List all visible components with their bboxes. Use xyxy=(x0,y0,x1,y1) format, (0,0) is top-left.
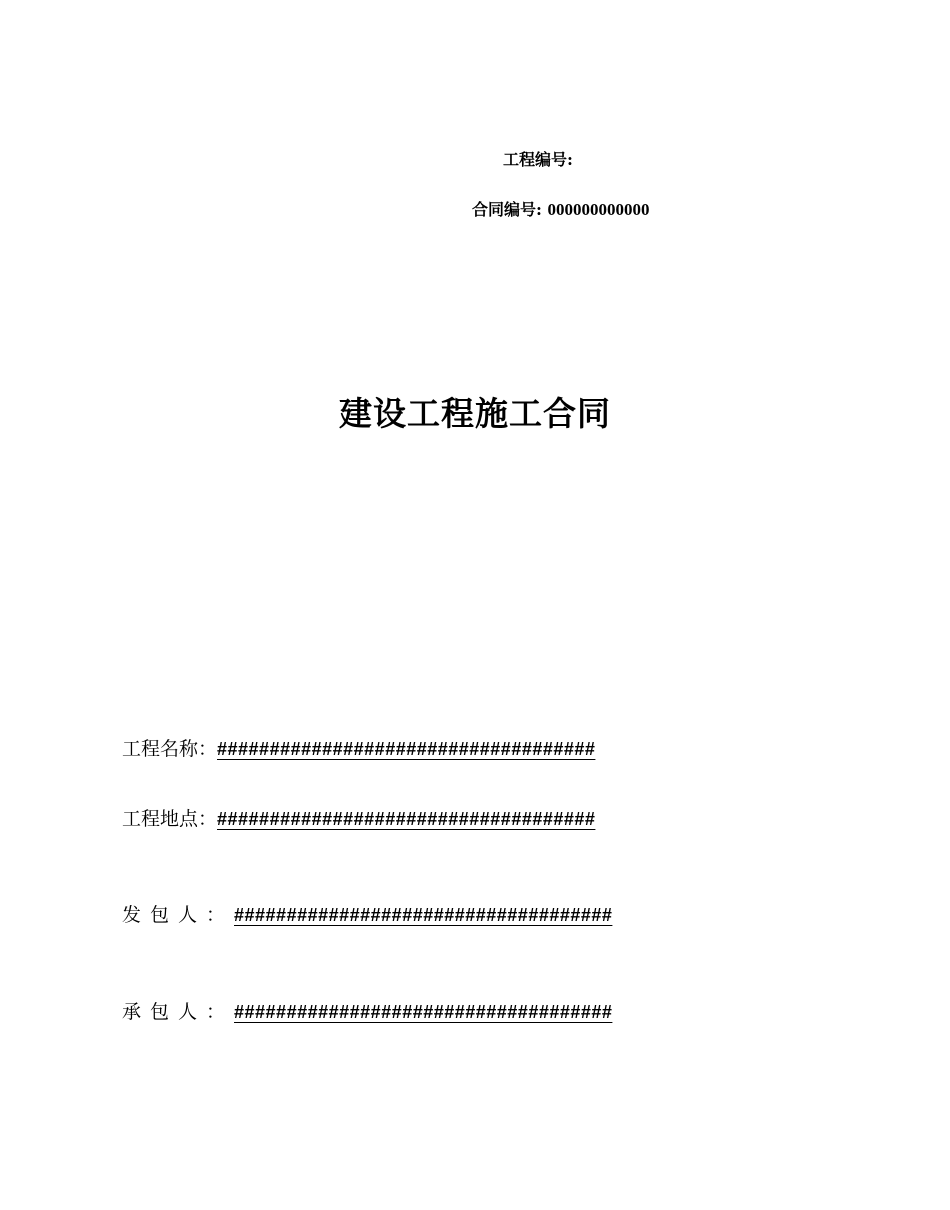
contract-number-line xyxy=(472,197,650,220)
contract-number-value: 000000000000 xyxy=(547,200,650,219)
contractor-value: #################################### xyxy=(234,1002,613,1022)
contract-number-label: 合同编号: xyxy=(472,200,542,219)
project-location-field xyxy=(122,804,595,831)
project-number-label: 工程编号: xyxy=(503,150,573,169)
employer-field xyxy=(122,900,612,927)
project-location-label: 工程地点： xyxy=(122,808,218,830)
contractor-label: 承包人： xyxy=(122,1001,235,1023)
project-name-field xyxy=(122,734,595,761)
contractor-field xyxy=(122,997,612,1024)
project-name-value: #################################### xyxy=(217,739,596,759)
document-title: 建设工程施工合同 xyxy=(339,394,611,433)
employer-label: 发包人： xyxy=(122,904,235,926)
project-location-value: #################################### xyxy=(217,809,596,829)
project-name-label: 工程名称： xyxy=(122,738,218,760)
employer-value: #################################### xyxy=(234,905,613,925)
project-number-line xyxy=(503,147,573,170)
